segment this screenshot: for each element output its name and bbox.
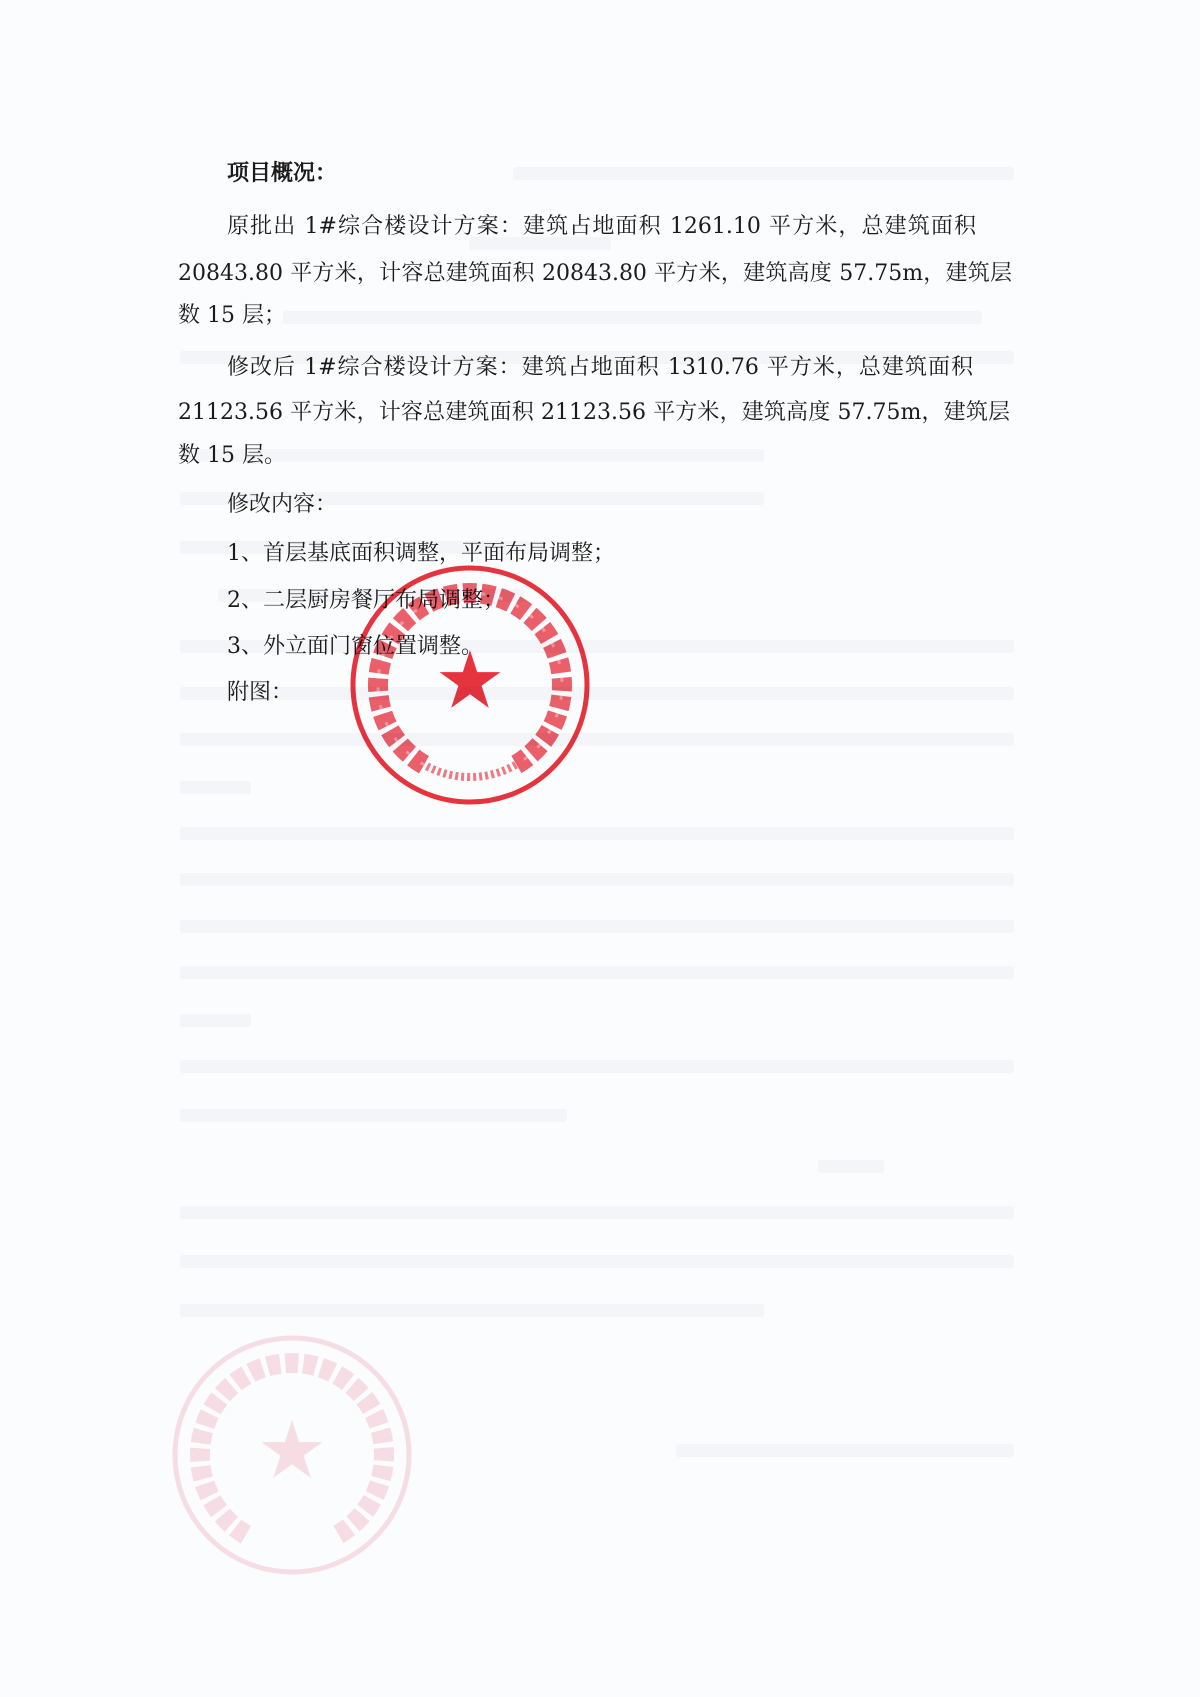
bleed-through-line — [180, 1255, 1014, 1268]
bleed-through-line — [180, 781, 251, 794]
bleed-through-line — [180, 1060, 1014, 1073]
bleed-through-line — [180, 920, 1014, 933]
bleed-through-seal — [162, 1325, 422, 1585]
attachment-label: 附图： — [227, 680, 294, 705]
section-heading-project-overview: 项目概况： — [227, 160, 338, 186]
revised-plan-line-1: 修改后 1#综合楼设计方案：建筑占地面积 1310.76 平方米，总建筑面积 — [227, 355, 973, 380]
change-item-3: 3、外立面门窗位置调整。 — [227, 634, 483, 659]
bleed-through-line — [180, 966, 1014, 979]
bleed-through-line — [180, 1206, 1014, 1219]
official-seal — [340, 555, 600, 815]
bleed-through-line — [513, 167, 1014, 180]
bleed-through-line — [180, 1109, 567, 1122]
changes-heading: 修改内容： — [227, 492, 338, 517]
change-item-2: 2、二层厨房餐厅布局调整； — [227, 588, 505, 613]
bleed-through-line — [676, 1444, 1014, 1457]
bleed-through-line — [180, 873, 1014, 886]
original-plan-line-3: 数 15 层； — [178, 303, 286, 328]
bleed-through-line — [283, 311, 982, 324]
bleed-through-line — [180, 1304, 764, 1317]
change-item-1: 1、首层基底面积调整，平面布局调整； — [227, 541, 615, 566]
original-plan-line-1: 原批出 1#综合楼设计方案：建筑占地面积 1261.10 平方米，总建筑面积 — [227, 214, 976, 239]
bleed-through-line — [180, 827, 1014, 840]
revised-plan-line-3: 数 15 层。 — [178, 443, 286, 468]
seal-serial-number-arc — [424, 765, 516, 777]
official-seal-star-icon — [440, 650, 501, 708]
bleed-through-line — [180, 1014, 251, 1027]
revised-plan-line-2: 21123.56 平方米，计容总建筑面积 21123.56 平方米，建筑高度 57.75m，建筑层 — [178, 400, 1010, 425]
bleed-through-line — [818, 1160, 884, 1173]
original-plan-line-2: 20843.80 平方米，计容总建筑面积 20843.80 平方米，建筑高度 57.75m，建筑层 — [178, 261, 1012, 286]
